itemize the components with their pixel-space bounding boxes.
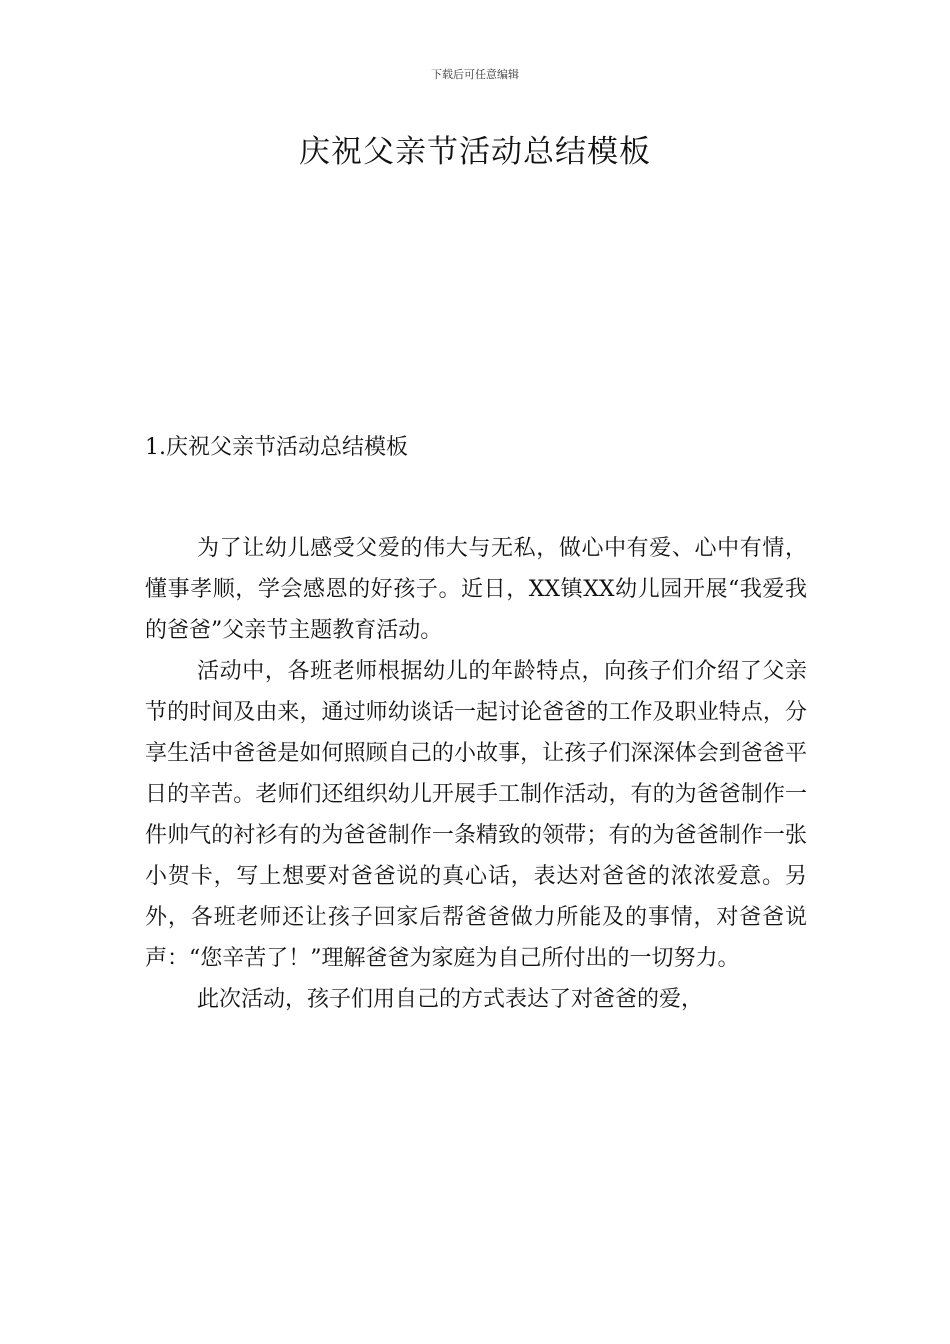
paragraph-3: 此次活动，孩子们用自己的方式表达了对爸爸的爱， [197,987,704,1012]
paragraph-2: 活动中，各班老师根据幼儿的年龄特点，向孩子们介绍了父亲节的时间及由来，通过师幼谈话一起讨论爸爸的工作及职业特点，分享生活中爸爸是如何照顾自己的小故事，让孩子们深深体会到爸爸平日的辛苦。老师们还组织幼儿开展手工制作活动，有的为爸爸制作一件帅气的衬衫有的为爸爸制作一条精致的领带；有的为爸爸制作一张小贺卡，写上想要对爸爸说的真心话，表达对爸爸的浓浓爱意。另外，各班老师还让孩子回家后帮爸爸做力所能及的事情，对爸爸说声：“您辛苦了！”理解爸爸为家庭为自己所付出的一切努力。 [145,659,807,971]
paragraph-1: 为了让幼儿感受父爱的伟大与无私，做心中有爱、心中有情，懂事孝顺，学会感恩的好孩子。近日，XX镇XX幼儿园开展“我爱我的爸爸”父亲节主题教育活动。 [145,536,807,643]
document-body [145,528,807,1020]
section-heading: 1.庆祝父亲节活动总结模板 [145,435,408,460]
document-title: 庆祝父亲节活动总结模板 [299,134,651,170]
header-note: 下载后可任意编辑 [431,68,519,81]
